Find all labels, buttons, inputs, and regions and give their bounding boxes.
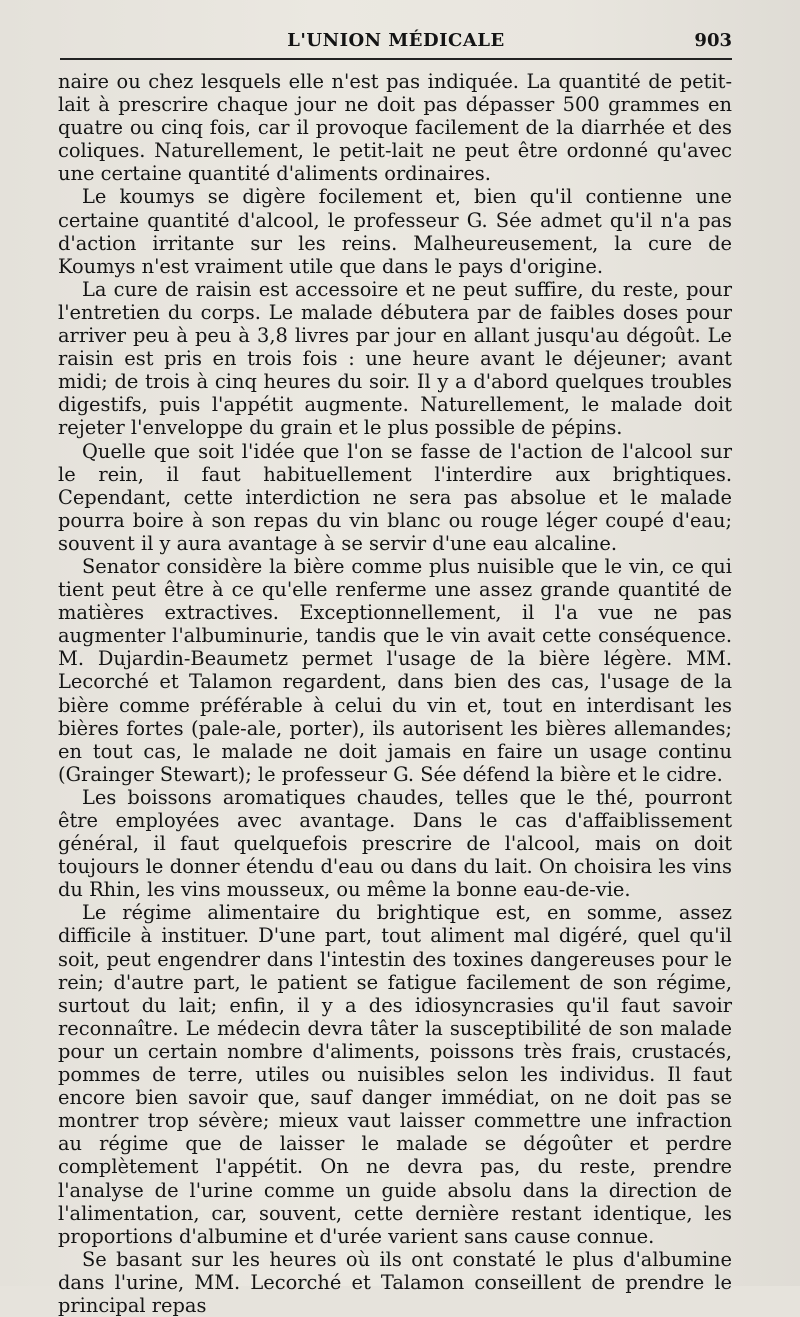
paragraph-boissons: Les boissons aromatiques chaudes, telles que le thé, pourront être employées avec avantage. Dans le cas d'affaiblissement général, il faut quelquefois prescrire de l'alcool, mais on doit toujours le donner étendu d'eau ou dans du lait. On choisira les vins du Rhin, les vins mousseux, ou même la bonne eau-de-vie.: [58, 785, 732, 902]
running-title: L'UNION MÉDICALE: [287, 30, 505, 51]
paragraph-regime: Le régime alimentaire du brightique est, en somme, assez difficile à instituer. D'une part, tout aliment mal digéré, quel qu'il soit, peut engendrer dans l'intestin des toxines dangereuses pour le rein; d'autre part, le patient se fatigue facilement de son régime, surtout du lait; enfin, il y a des idiosyncrasies qu'il faut savoir reconnaître. Le médecin devra tâter la susceptibilité de son malade pour un certain nombre d'aliments, poissons très frais, crustacés, pommes de terre, utiles ou nuisibles selon les individus. Il faut encore bien savoir que, sauf danger immédiat, on ne doit pas se montrer trop sévère; mieux vaut laisser commettre une infraction au régime que de laisser le malade se dégoûter et perdre complètement l'appétit. On ne devra pas, du reste, prendre l'analyse de l'urine comme un guide absolu dans la direction de l'alimentation, car, souvent, cette dernière restant identique, les proportions d'albumine et d'urée varient sans cause connue.: [58, 901, 732, 1248]
paragraph-koumys: Le koumys se digère focilement et, bien qu'il contienne une certaine quantité d'alcool, le professeur G. Sée admet qu'il n'a pas d'action irritante sur les reins. Malheureusement, la cure de Koumys n'est vraiment utile que dans le pays d'origine.: [58, 185, 732, 278]
paragraph-alcool: Quelle que soit l'idée que l'on se fasse de l'action de l'alcool sur le rein, il faut habituellement l'interdire aux brightiques. Cependant, cette interdiction ne sera pas absolue et le malade pourra boire à son repas du vin blanc ou rouge léger coupé d'eau; souvent il y aura avantage à se servir d'une eau alcaline.: [58, 439, 732, 555]
running-head: [60, 26, 732, 58]
paragraph-raisin: La cure de raisin est accessoire et ne peut suffire, du reste, pour l'entretien du corps. Le malade débutera par de faibles doses pour arriver peu à peu à 3,8 livres par jour en allant jusqu'au dégoût. Le raisin est pris en trois fois : une heure avant le déjeuner; avant midi; de trois à cinq heures du soir. Il y a d'abord quelques troubles digestifs, puis l'appétit augmente. Naturellement, le malade doit rejeter l'enveloppe du grain et le plus possible de pépins.: [58, 277, 732, 440]
body-text: [58, 70, 732, 1317]
page-number: 903: [694, 30, 732, 51]
paragraph-biere: Senator considère la bière comme plus nuisible que le vin, ce qui tient peut être à ce qu'elle renferme une assez grande quantité de matières extractives. Exceptionnellement, il l'a vue ne pas augmenter l'albuminurie, tandis que le vin avait cette conséquence. M. Dujardin-Beaumetz permet l'usage de la bière légère. MM. Lecorché et Talamon regardent, dans bien des cas, l'usage de la bière comme préférable à celui du vin et, tout en interdisant les bières fortes (pale-ale, porter), ils autorisent les bières allemandes; en tout cas, le malade ne doit jamais en faire un usage continu (Grainger Stewart); le professeur G. Sée défend la bière et le cidre.: [58, 554, 732, 786]
paragraph-repas: Se basant sur les heures où ils ont constaté le plus d'albumine dans l'urine, MM. Lecorché et Talamon conseillent de prendre le principal repas: [58, 1247, 732, 1317]
paragraph-continuation: naire ou chez lesquels elle n'est pas indiquée. La quantité de petit-lait à prescrire chaque jour ne doit pas dépasser 500 grammes en quatre ou cinq fois, car il provoque facilement de la diarrhée et des coliques. Naturellement, le petit-lait ne peut être ordonné qu'avec une certaine quantité d'aliments ordinaires.: [58, 70, 732, 186]
header-rule: [60, 58, 732, 60]
